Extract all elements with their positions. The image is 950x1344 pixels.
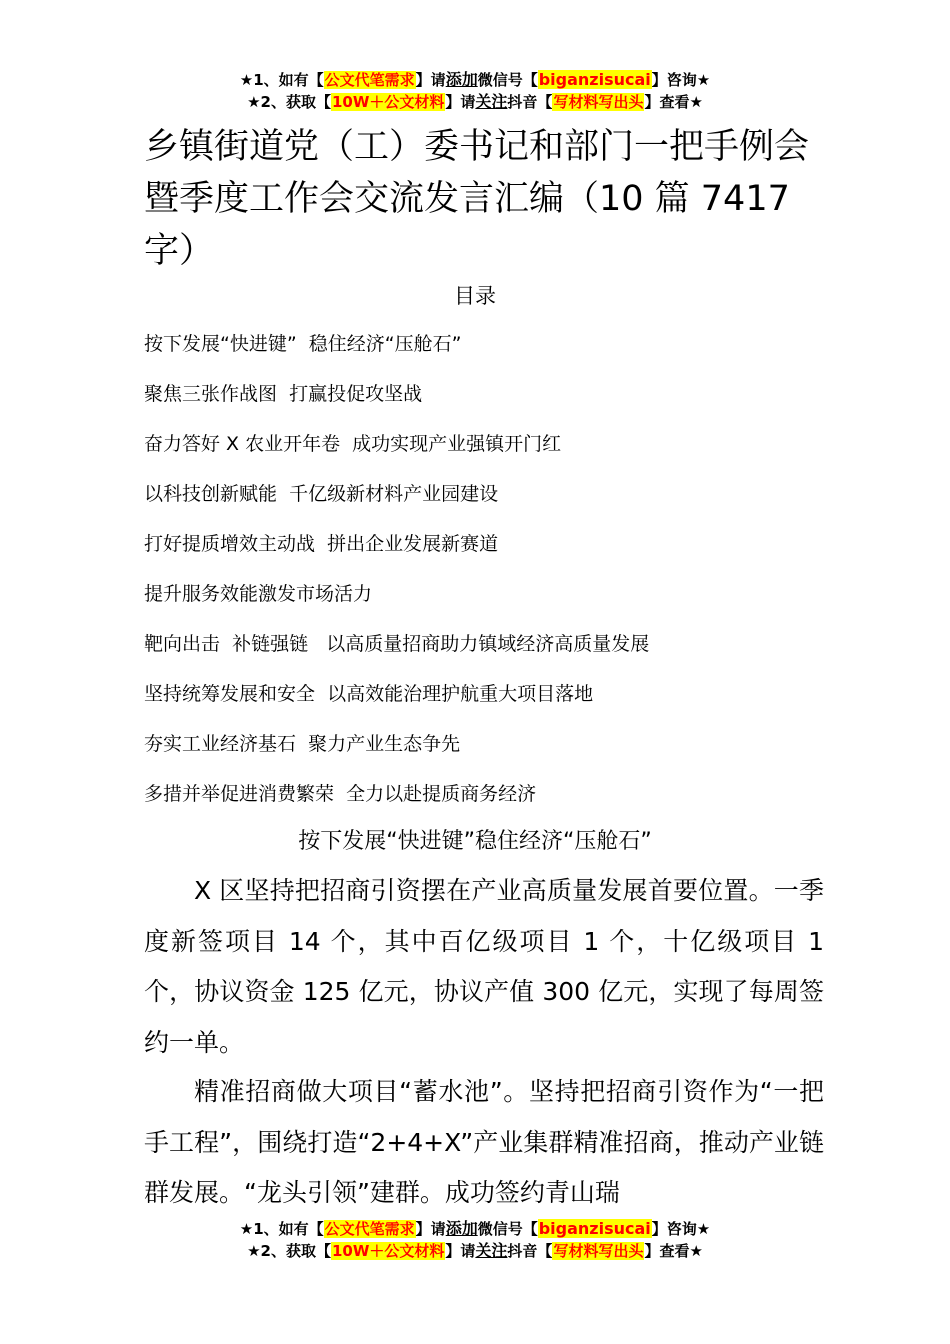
promo-line-1 bbox=[0, 1218, 950, 1240]
promo-text: ★2、获取【 bbox=[247, 1242, 331, 1260]
toc-item[interactable]: 坚持统筹发展和安全 以高效能治理护航重大项目落地 bbox=[144, 683, 594, 705]
toc-item[interactable]: 夯实工业经济基石 聚力产业生态争先 bbox=[144, 733, 461, 755]
toc-item[interactable]: 多措并举促进消费繁荣 全力以赴提质商务经济 bbox=[144, 783, 537, 805]
promo-emphasis: 添加 bbox=[445, 1219, 478, 1238]
promo-text: 微信号【 bbox=[477, 71, 538, 89]
body-paragraph: 精准招商做大项目“蓄水池”。坚持把招商引资作为“一把手工程”，围绕打造“2+4+X”产业集群精准招商，推动产业链群发展。“龙头引领”建群。成功签约青山瑞 bbox=[144, 1077, 824, 1207]
toc-item[interactable]: 奋力答好 X 农业开年卷 成功实现产业强镇开门红 bbox=[144, 433, 562, 455]
promo-line-2 bbox=[0, 91, 950, 113]
promo-emphasis: 添加 bbox=[445, 70, 478, 89]
promo-text: 】查看★ bbox=[644, 93, 703, 111]
toc-item[interactable]: 以科技创新赋能 千亿级新材料产业园建设 bbox=[144, 483, 499, 505]
promo-emphasis: 关注 bbox=[475, 1241, 508, 1260]
bottom-promo-banner bbox=[0, 1218, 950, 1262]
promo-text: 】请 bbox=[445, 1242, 476, 1260]
promo-wechat-id: biganzisucai bbox=[538, 1219, 651, 1238]
promo-highlight: 10W＋公文材料 bbox=[331, 93, 445, 111]
promo-line-2 bbox=[0, 1240, 950, 1262]
top-promo-banner bbox=[0, 69, 950, 113]
promo-text: ★2、获取【 bbox=[247, 93, 331, 111]
promo-text: 】咨询★ bbox=[651, 71, 711, 89]
promo-text: ★1、如有【 bbox=[239, 71, 324, 89]
section-title: 按下发展“快进键”稳住经济“压舱石” bbox=[298, 829, 652, 854]
toc-item[interactable]: 聚焦三张作战图 打赢投促攻坚战 bbox=[144, 383, 423, 405]
toc-item[interactable]: 提升服务效能激发市场活力 bbox=[144, 583, 373, 605]
promo-douyin-id: 写材料写出头 bbox=[553, 93, 644, 111]
promo-highlight: 10W＋公文材料 bbox=[331, 1242, 445, 1260]
toc-heading: 目录 bbox=[454, 284, 496, 308]
promo-text: 抖音【 bbox=[507, 1242, 553, 1260]
promo-douyin-id: 写材料写出头 bbox=[553, 1242, 644, 1260]
promo-text: ★1、如有【 bbox=[239, 1220, 324, 1238]
promo-line-1 bbox=[0, 69, 950, 91]
promo-highlight: 公文代笔需求 bbox=[324, 71, 415, 89]
promo-highlight: 公文代笔需求 bbox=[324, 1220, 415, 1238]
promo-text: 】咨询★ bbox=[651, 1220, 711, 1238]
body-paragraph: X 区坚持把招商引资摆在产业高质量发展首要位置。一季度新签项目 14 个，其中百亿级项目 1 个，十亿级项目 1 个，协议资金 125 亿元，协议产值 300 亿元，实现了每周签约一单。 bbox=[144, 876, 824, 1057]
document-title: 乡镇街道党（工）委书记和部门一把手例会暨季度工作会交流发言汇编（10 篇 7417 字） bbox=[144, 127, 810, 271]
promo-text: 】查看★ bbox=[644, 1242, 703, 1260]
toc-item[interactable]: 按下发展“快进键” 稳住经济“压舱石” bbox=[144, 333, 462, 355]
promo-text: 】请 bbox=[445, 93, 476, 111]
promo-wechat-id: biganzisucai bbox=[538, 70, 651, 89]
promo-text: 】请 bbox=[415, 71, 446, 89]
table-of-contents bbox=[144, 330, 649, 830]
promo-emphasis: 关注 bbox=[475, 92, 508, 111]
promo-text: 】请 bbox=[415, 1220, 446, 1238]
promo-text: 抖音【 bbox=[507, 93, 553, 111]
promo-text: 微信号【 bbox=[477, 1220, 538, 1238]
toc-item[interactable]: 靶向出击 补链强链 以高质量招商助力镇域经济高质量发展 bbox=[144, 633, 650, 655]
toc-item[interactable]: 打好提质增效主动战 拼出企业发展新赛道 bbox=[144, 533, 499, 555]
